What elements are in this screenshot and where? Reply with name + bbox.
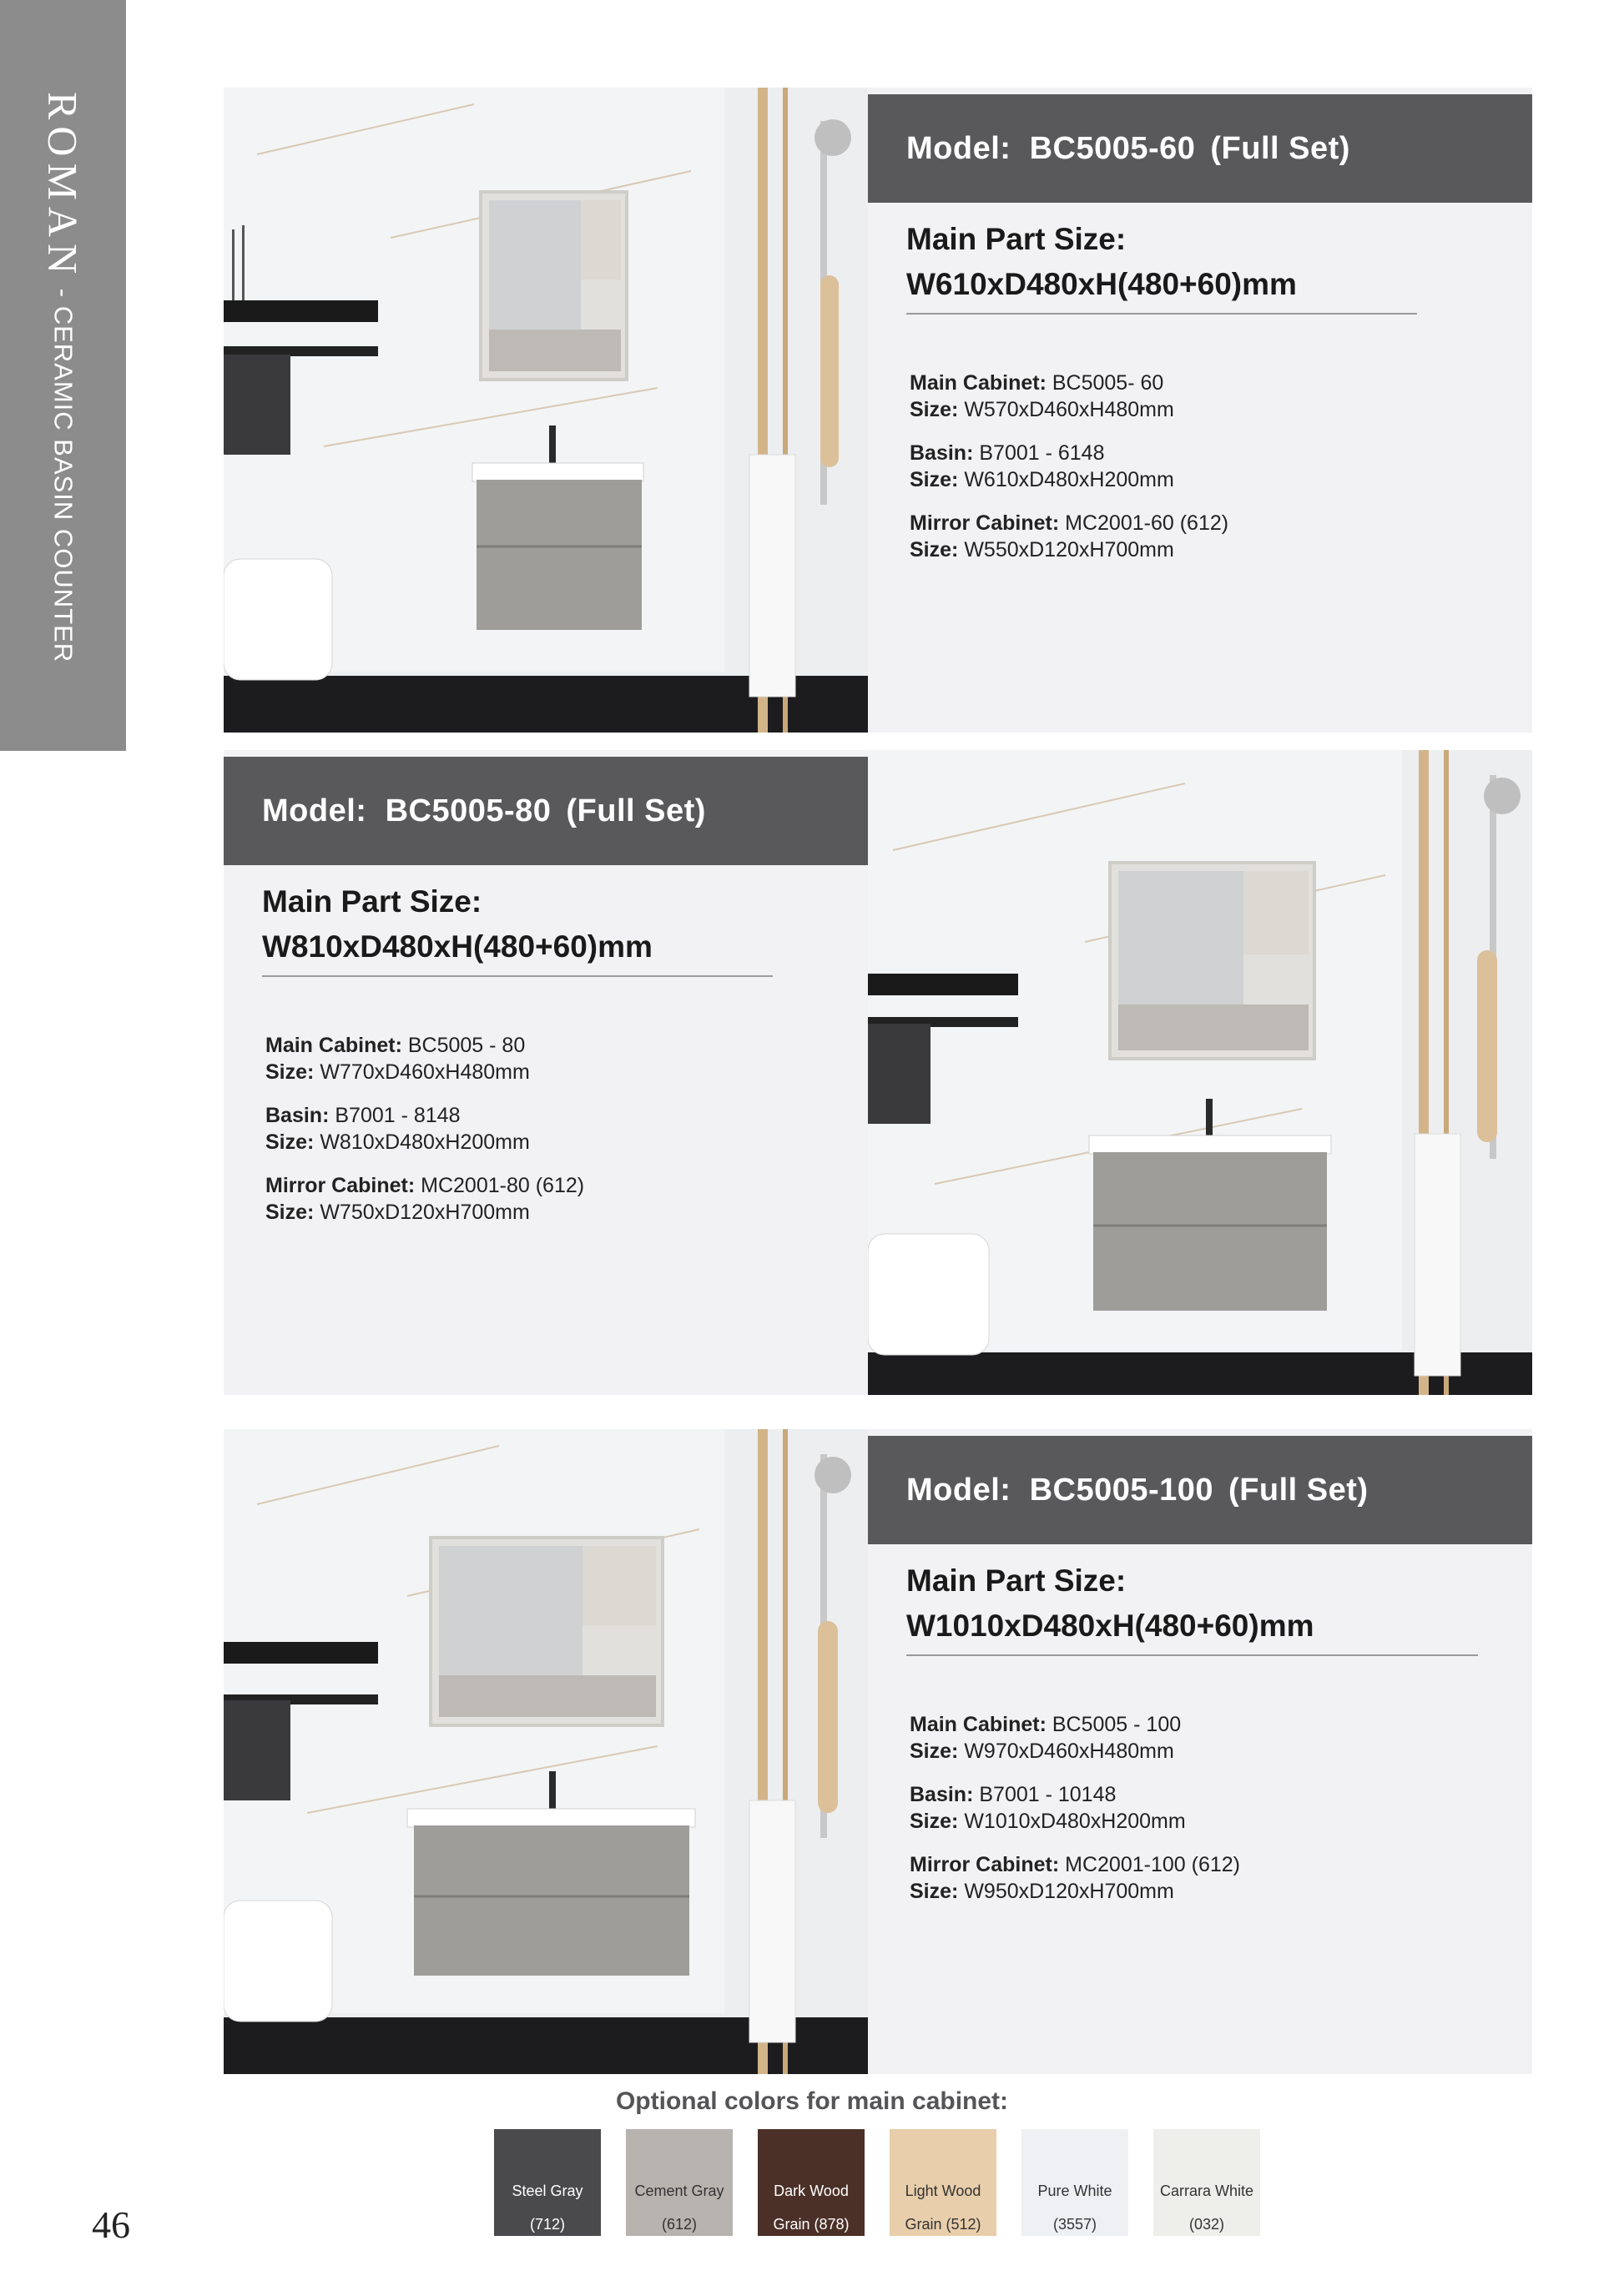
swatch-name: Cement Gray	[634, 2183, 724, 2199]
swatch-steel-gray	[494, 2129, 601, 2236]
page-number: 46	[92, 2203, 130, 2246]
model-label: Model:	[906, 1472, 1011, 1508]
spec-label: Main Cabinet:	[265, 1034, 402, 1057]
model-set: (Full Set)	[566, 793, 706, 828]
swatch-dark-wood-grain	[758, 2129, 865, 2236]
main-part-size-3	[906, 1558, 1314, 1649]
model-label: Model:	[262, 793, 367, 828]
swatch-code: Grain (878)	[773, 2216, 850, 2233]
size-value: W550xD120xH700mm	[964, 538, 1174, 561]
spec-label: Mirror Cabinet:	[910, 1853, 1060, 1876]
size-label: Size:	[910, 1810, 959, 1833]
color-swatches	[494, 2129, 1260, 2236]
spec-main-cabinet	[265, 1032, 584, 1085]
spec-value: BC5005- 60	[1052, 371, 1164, 395]
product-photo-3	[224, 1429, 868, 2074]
category-name: CERAMIC BASIN COUNTER	[48, 305, 78, 663]
spec-label: Main Cabinet:	[910, 1713, 1047, 1736]
model-set: (Full Set)	[1210, 130, 1350, 166]
spec-label: Main Cabinet:	[910, 371, 1047, 395]
swatch-code: Grain (512)	[905, 2216, 981, 2233]
size-value: W570xD460xH480mm	[964, 398, 1174, 421]
product-row-1	[224, 88, 1532, 733]
spec-value: MC2001-80 (612)	[421, 1174, 585, 1197]
size-label: Size:	[265, 1130, 315, 1154]
side-tab-text	[39, 92, 88, 662]
size-value: W970xD460xH480mm	[964, 1740, 1174, 1763]
model-header-3	[868, 1436, 1532, 1544]
swatch-name: Carrara White	[1159, 2183, 1254, 2199]
size-value: W810xD480xH200mm	[320, 1130, 530, 1154]
divider	[262, 975, 773, 977]
spec-list-2	[265, 1032, 584, 1242]
spec-label: Basin:	[910, 441, 974, 465]
main-size-label: Main Part Size:	[906, 222, 1127, 256]
spec-value: BC5005 - 80	[407, 1034, 526, 1057]
spec-value: MC2001-60 (612)	[1065, 511, 1229, 535]
model-set: (Full Set)	[1228, 1472, 1369, 1508]
swatch-code: (3557)	[1052, 2216, 1097, 2233]
product-row-3	[224, 1429, 1532, 2074]
product-info-panel-2	[224, 750, 868, 1395]
bathroom-photo-2	[868, 750, 1532, 1395]
swatch-code: (712)	[529, 2216, 565, 2233]
spec-list-1	[910, 370, 1228, 580]
model-number: BC5005-80	[385, 793, 552, 828]
size-label: Size:	[910, 538, 959, 561]
spec-value: B7001 - 8148	[335, 1104, 461, 1127]
size-label: Size:	[910, 468, 959, 491]
spec-main-cabinet	[910, 1711, 1240, 1765]
spec-mirror-cabinet	[265, 1172, 584, 1226]
spec-label: Mirror Cabinet:	[910, 511, 1060, 535]
product-photo-2	[868, 750, 1532, 1395]
product-photo-1	[224, 88, 868, 733]
swatch-light-wood-grain	[890, 2129, 996, 2236]
size-value: W950xD120xH700mm	[964, 1880, 1174, 1903]
main-size-label: Main Part Size:	[906, 1563, 1127, 1598]
main-size-label: Main Part Size:	[262, 884, 482, 919]
spec-list-3	[910, 1711, 1240, 1921]
swatch-name: Light Wood	[905, 2183, 981, 2199]
spec-value: B7001 - 10148	[979, 1783, 1117, 1806]
size-value: W750xD120xH700mm	[320, 1201, 530, 1224]
spec-basin	[910, 440, 1228, 493]
main-part-size-2	[262, 879, 653, 969]
main-part-size-1	[906, 217, 1297, 307]
bathroom-photo-3	[224, 1429, 868, 2074]
size-label: Size:	[265, 1060, 315, 1084]
size-label: Size:	[910, 1880, 959, 1903]
main-size-value: W1010xD480xH(480+60)mm	[906, 1609, 1314, 1643]
model-number: BC5005-60	[1029, 130, 1196, 166]
size-label: Size:	[265, 1201, 315, 1224]
main-size-value: W810xD480xH(480+60)mm	[262, 929, 653, 964]
spec-mirror-cabinet	[910, 1851, 1240, 1905]
spec-label: Mirror Cabinet:	[265, 1174, 416, 1197]
swatch-code: (612)	[661, 2216, 697, 2233]
spec-value: BC5005 - 100	[1052, 1713, 1182, 1736]
size-label: Size:	[910, 398, 959, 421]
spec-basin	[265, 1102, 584, 1156]
divider	[906, 1654, 1478, 1656]
optional-colors-title: Optional colors for main cabinet:	[615, 2087, 1009, 2115]
brand-name: ROMAN	[39, 92, 87, 281]
bathroom-photo-1	[224, 88, 868, 733]
model-label: Model:	[906, 130, 1011, 166]
model-header-1	[868, 94, 1532, 203]
swatch-name: Steel Gray	[512, 2183, 583, 2199]
spec-main-cabinet	[910, 370, 1228, 423]
swatch-name: Pure White	[1037, 2183, 1112, 2199]
model-number: BC5005-100	[1029, 1472, 1214, 1508]
spec-label: Basin:	[910, 1783, 974, 1806]
swatch-pure-white	[1021, 2129, 1128, 2236]
product-info-panel-1	[868, 88, 1532, 733]
swatch-cement-gray	[626, 2129, 733, 2236]
divider	[906, 313, 1417, 315]
size-value: W770xD460xH480mm	[320, 1060, 530, 1084]
spec-value: MC2001-100 (612)	[1065, 1853, 1240, 1876]
size-value: W1010xD480xH200mm	[964, 1810, 1186, 1833]
spec-value: B7001 - 6148	[979, 441, 1105, 465]
main-size-value: W610xD480xH(480+60)mm	[906, 267, 1297, 301]
product-info-panel-3	[868, 1429, 1532, 2074]
side-tab	[0, 0, 126, 751]
spec-label: Basin:	[265, 1104, 330, 1127]
spec-mirror-cabinet	[910, 510, 1228, 563]
swatch-name: Dark Wood	[774, 2183, 849, 2199]
size-label: Size:	[910, 1740, 959, 1763]
model-header-2	[224, 757, 868, 865]
size-value: W610xD480xH200mm	[964, 468, 1174, 491]
swatch-carrara-white	[1153, 2129, 1260, 2236]
product-row-2	[224, 750, 1532, 1395]
swatch-code: (032)	[1188, 2216, 1225, 2233]
brand-separator: -	[48, 280, 78, 306]
spec-basin	[910, 1781, 1240, 1835]
